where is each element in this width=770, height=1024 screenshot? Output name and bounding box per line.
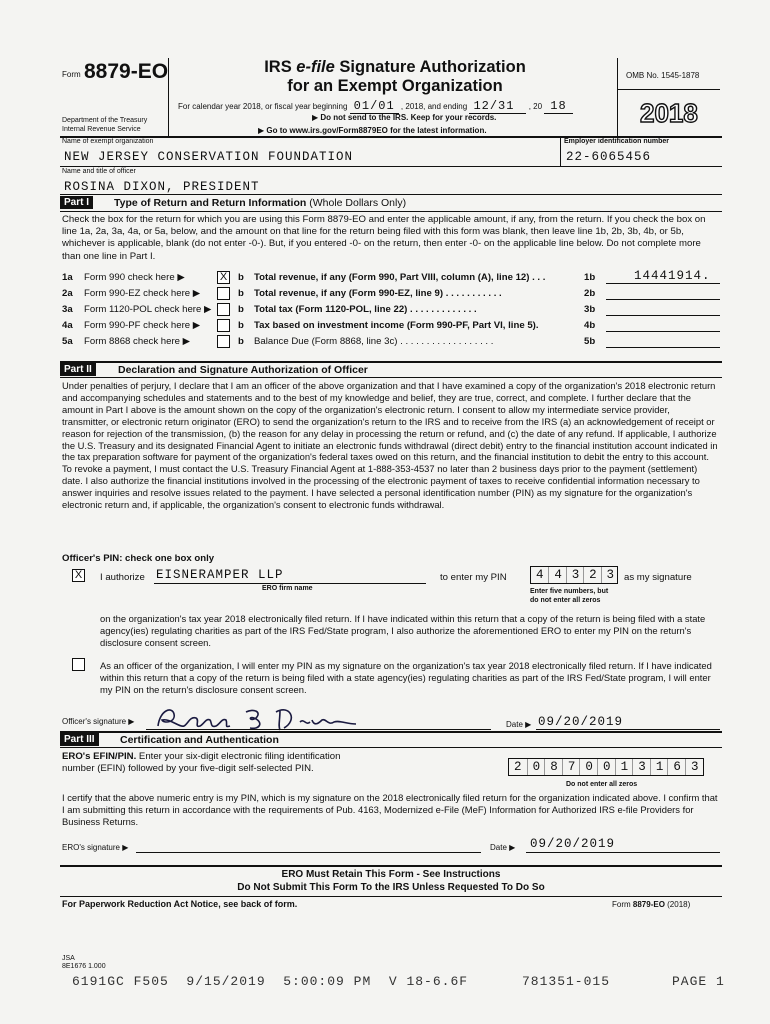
line-1a-b-letter: b (238, 272, 244, 283)
ero-date-field[interactable]: 09/20/2019 (530, 837, 616, 851)
line-4a-number: 4a (62, 320, 73, 331)
form-footer-ref: Form 8879-EO (2018) (612, 900, 691, 909)
digit-cell: 0 (579, 759, 598, 775)
pin-heading: Officer's PIN: check one box only (62, 553, 215, 564)
retain-notice: ERO Must Retain This Form - See Instructions (281, 869, 501, 880)
ero-certification: I certify that the above numeric entry is my PIN, which is my signature on the 2018 electronically filed return for the organization indicated above. I confirm that I am submitting this return in accordance with the requirements of Pub. 4163, Modernized e-File (MeF) Information for Authorized IRS e-file Providers for Business Returns. (62, 792, 718, 828)
line-2a-number: 2a (62, 288, 73, 299)
line-1a-number: 1a (62, 272, 73, 283)
line-2a-label: Form 990-EZ check here ▶ (84, 288, 201, 299)
digit-cell: 3 (685, 759, 704, 775)
line-1b-amount[interactable]: 14441914. (634, 269, 711, 283)
officer-signature-label: Officer's signature ▶ (62, 717, 135, 726)
ero-firm-field[interactable]: EISNERAMPER LLP (156, 568, 284, 582)
digit-cell: 2 (583, 567, 601, 583)
part1-label: Part I (60, 196, 93, 209)
fiscal-end-field[interactable]: 12/31 (469, 99, 526, 114)
dept-line1: Department of the Treasury (62, 117, 148, 124)
digit-cell: 4 (535, 568, 544, 582)
digit-cell: 8 (544, 759, 563, 775)
print-line-mid: 781351-015 (522, 974, 611, 989)
ero-firm-caption: ERO firm name (262, 585, 313, 592)
part2-declaration: Under penalties of perjury, I declare that I am an officer of the above organization and that I have examined a copy of the organization's 2018 electronic return and accompanying schedules and statements and to the best of my knowledge and belief, they are true, correct, and complete. I further declare that the amount in Part I above is the amount shown on the copy of the organization's electronic return. I consent to allow my intermediate service provider, transmitter, or electronic return originator (ERO) to send the organization's return to the IRS and to receive from the IRS (a) an acknowledgement of receipt or reason for rejection of the transmission, (b) the reason for any delay in processing the return or refund, and (c) the date of any refund. If applicable, I authorize the U.S. Treasury and its designated Financial Agent to initiate an electronic funds withdrawal (direct debit) entry to the financial institution account indicated in the tax preparation software for payment of the organization's federal taxes owed on this return, and the financial institution to debit the entry to this account. To revoke a payment, I must contact the U.S. Treasury Financial Agent at 1-888-353-4537 no later than 2 business days prior to the payment (settlement) date. I also authorize the financial institutions involved in the processing of the electronic payment of taxes to receive confidential information necessary to answer inquiries and resolve issues related to the payment. I have selected a personal identification number (PIN) as my signature for the organization's electronic return and, if applicable, the organization's consent to electronic funds withdrawal. (62, 380, 718, 511)
dept-line2: Internal Revenue Service (62, 126, 141, 133)
digit-cell: 6 (667, 759, 686, 775)
jsa-code: 8E1676 1.000 (62, 963, 106, 970)
digit-cell: 3 (566, 567, 584, 583)
opt1-mid: to enter my PIN (440, 572, 507, 583)
line-5a-number: 5a (62, 336, 73, 347)
line-1b-ref: 1b (584, 272, 596, 283)
tax-year: 2018 (640, 98, 698, 128)
part1-title: Type of Return and Return Information (Whole Dollars Only) (114, 197, 407, 209)
officer-date-field[interactable]: 09/20/2019 (538, 715, 624, 729)
line-3a-label: Form 1120-POL check here ▶ (84, 304, 212, 315)
part3-title: Certification and Authentication (120, 734, 279, 746)
fiscal-begin-field[interactable]: 01/01 (350, 99, 399, 114)
efin-instructions-2: number (EFIN) followed by your five-digit self-selected PIN. (62, 763, 314, 774)
opt2-text: As an officer of the organization, I will enter my PIN as my signature on the organization's tax year 2018 electronically filed return. If I have indicated within this return that a copy of the return is being filed with a state agency(ies) regulating charities as part of the IRS Fed/State program, I will enter my PIN on the return's disclosure consent screen. (100, 660, 712, 696)
ein-label: Employer identification number (564, 138, 670, 145)
line-3a-checkbox[interactable] (217, 303, 230, 316)
do-not-submit-notice: Do Not Submit This Form To the IRS Unless Requested To Do So (237, 882, 545, 893)
part3-label: Part III (60, 733, 99, 746)
officer-date-label: Date ▶ (506, 720, 532, 729)
digit-cell: 2 (514, 760, 522, 774)
line-3b-ref: 3b (584, 304, 596, 315)
line-4a-b-letter: b (238, 320, 244, 331)
calendar-year-line: For calendar year 2018, or fiscal year beginning 01/01 , 2018, and ending 12/31 , 20 18 (178, 99, 573, 113)
line-5a-label: Form 8868 check here ▶ (84, 336, 191, 347)
print-line-left: 6191GC F505 9/15/2019 5:00:09 PM V 18-6.6F (72, 974, 469, 989)
ero-signature-label: ERO's signature ▶ (62, 843, 129, 852)
digit-cell: 1 (615, 759, 634, 775)
officer-name-field[interactable]: ROSINA DIXON, PRESIDENT (64, 180, 260, 194)
fiscal-year-field[interactable]: 18 (544, 99, 572, 114)
efin-instructions-1: ERO's EFIN/PIN. Enter your six-digit electronic filing identification (62, 751, 341, 762)
line-4a-description: Tax based on investment income (Form 990-PF, Part VI, line 5). (254, 320, 539, 331)
form-title-line1: IRS e-file Signature Authorization (264, 58, 526, 76)
line-3a-description: Total tax (Form 1120-POL, line 22) . . . . . . . . . . . . . (254, 304, 477, 315)
officer-enter-pin-checkbox[interactable] (72, 658, 85, 671)
efin-caption: Do not enter all zeros (566, 781, 638, 788)
ero-efin-pin-box[interactable] (508, 758, 704, 776)
pin-caption2: do not enter all zeros (530, 597, 601, 604)
ero-signature-line[interactable] (136, 852, 481, 853)
page-number: PAGE 1 (672, 974, 725, 989)
line-5a-b-letter: b (238, 336, 244, 347)
line-4b-ref: 4b (584, 320, 596, 331)
ero-date-label: Date ▶ (490, 843, 516, 852)
opt1-suffix: as my signature (624, 572, 692, 583)
org-name-label: Name of exempt organization (62, 138, 154, 145)
digit-cell: 0 (597, 759, 616, 775)
part2-title: Declaration and Signature Authorization of Officer (118, 364, 368, 376)
line-2a-b-letter: b (238, 288, 244, 299)
part2-label: Part II (60, 363, 96, 376)
line-1a-description: Total revenue, if any (Form 990, Part VIII, column (A), line 12) . . . (254, 272, 546, 283)
ein-field[interactable]: 22-6065456 (566, 150, 652, 164)
line-2a-description: Total revenue, if any (Form 990-EZ, line 9) . . . . . . . . . . . (254, 288, 502, 299)
authorize-ero-checkbox[interactable]: X (72, 569, 85, 582)
line-2a-checkbox[interactable] (217, 287, 230, 300)
officer-pin-box[interactable] (530, 566, 618, 584)
line-1a-label: Form 990 check here ▶ (84, 272, 185, 283)
officer-label: Name and title of officer (62, 168, 136, 175)
pin-caption1: Enter five numbers, but (530, 588, 609, 595)
line-5a-description: Balance Due (Form 8868, line 3c) . . . . . . . . . . . . . . . . . . (254, 336, 494, 347)
omb-number: OMB No. 1545-1878 (626, 71, 700, 80)
do-not-send-note: ▶ Do not send to the IRS. Keep for your records. (312, 113, 497, 122)
line-5a-checkbox[interactable] (217, 335, 230, 348)
form-word: Form (62, 70, 81, 79)
paperwork-notice: For Paperwork Reduction Act Notice, see back of form. (62, 899, 298, 909)
digit-cell: 7 (562, 759, 581, 775)
digit-cell: 3 (601, 567, 619, 583)
line-3a-number: 3a (62, 304, 73, 315)
digit-cell: 0 (527, 759, 546, 775)
opt1-prefix: I authorize (100, 572, 145, 583)
line-1a-checkbox[interactable]: X (217, 271, 230, 284)
digit-cell: 4 (548, 567, 566, 583)
line-5b-ref: 5b (584, 336, 596, 347)
part1-instructions: Check the box for the return for which you are using this Form 8879-EO and enter the applicable amount, if any, from the return. If you check the box on line 1a, 2a, 3a, 4a, or 5a, below, and the amount on that line for the return being filed with this form was blank, then leave line 1b, 2b, 3b, 4b, or 5b, whichever is applicable, blank (do not enter -0-). But, if you entered -0- on the return, then enter -0- on the applicable line below. Do not complete more than one line in Part I. (62, 214, 706, 262)
line-2b-ref: 2b (584, 288, 596, 299)
go-to-note: ▶ Go to www.irs.gov/Form8879EO for the latest information. (258, 126, 487, 135)
jsa-label: JSA (62, 955, 75, 962)
form-title-line2: for an Exempt Organization (287, 77, 503, 95)
line-4a-label: Form 990-PF check here ▶ (84, 320, 201, 331)
form-number: 8879-EO (84, 60, 169, 83)
line-4a-checkbox[interactable] (217, 319, 230, 332)
digit-cell: 1 (650, 759, 669, 775)
opt1-continuation: on the organization's tax year 2018 electronically filed return. If I have indicated within this return that a copy of the return is being filed with a state agency(ies) regulating charities as part of the IRS Fed/State program, I also authorize the aforementioned ERO to enter my PIN on the return's disclosure consent screen. (100, 613, 706, 649)
org-name-field[interactable]: NEW JERSEY CONSERVATION FOUNDATION (64, 150, 354, 164)
digit-cell: 3 (632, 759, 651, 775)
line-3a-b-letter: b (238, 304, 244, 315)
